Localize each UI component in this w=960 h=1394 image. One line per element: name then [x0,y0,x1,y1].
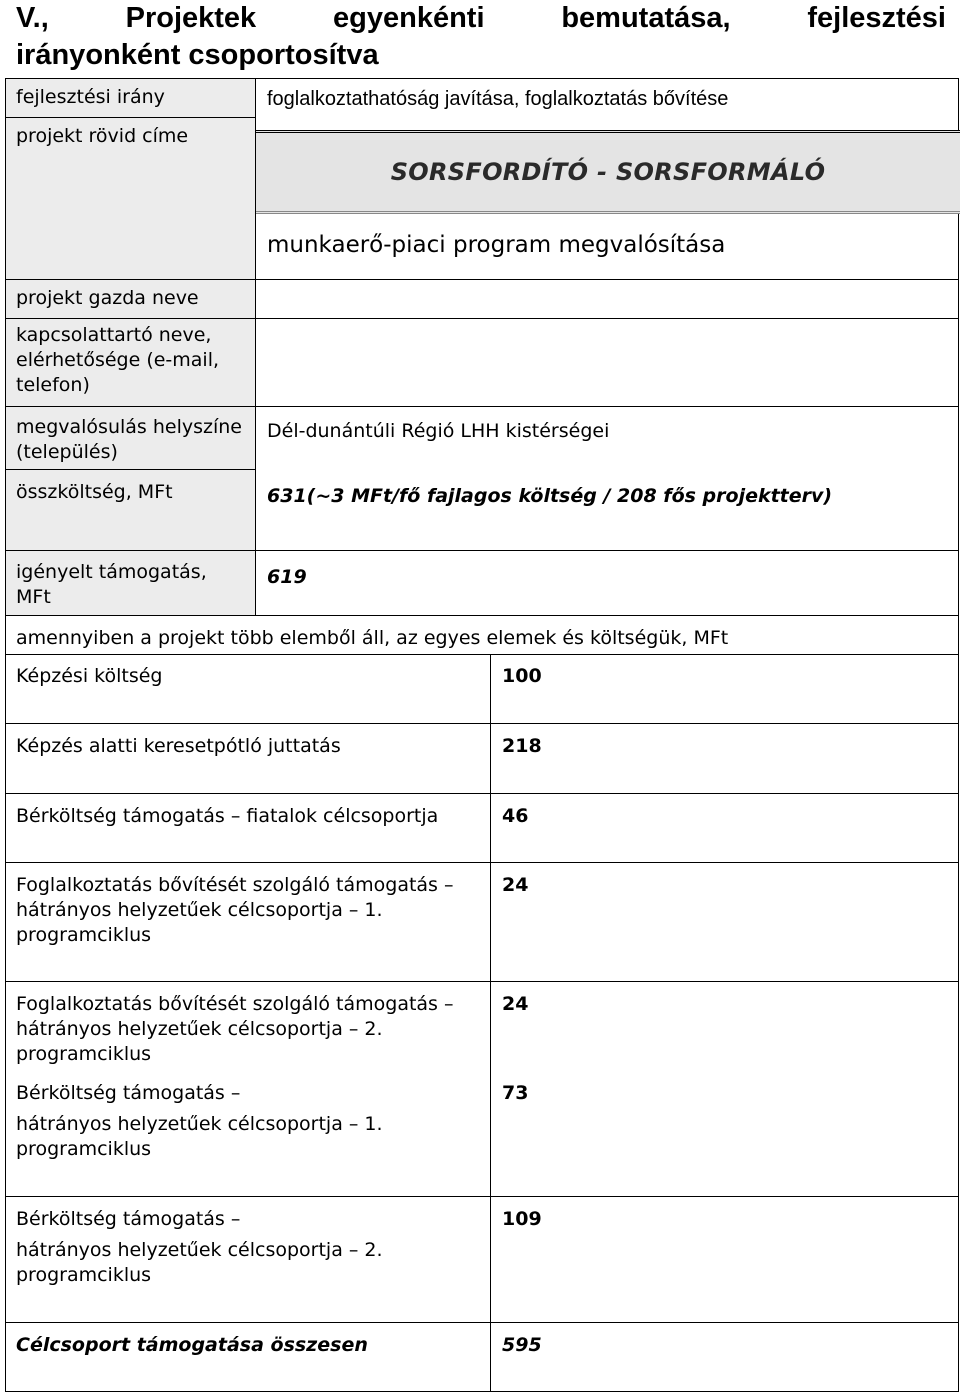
heading-line-2: irányonként csoportosítva [16,39,379,71]
item-value: 218 [502,735,542,757]
label-direction: fejlesztési irány [6,79,256,117]
row-divider [6,654,958,655]
row-divider [6,1196,958,1197]
value-direction: foglalkoztathatóság javítása, foglalkoztatás bővítése [267,88,729,110]
row-divider [6,469,256,470]
item-value: 109 [502,1208,542,1230]
heading-word: egyenkénti [333,2,485,34]
column-divider [255,79,256,615]
row-divider [6,279,958,280]
item-value: 24 [502,993,529,1015]
total-value: 595 [502,1334,542,1356]
heading-word: bemutatása, [561,2,731,34]
row-divider [6,862,958,863]
elements-header: amennyiben a projekt több elemből áll, az egyes elemek és költségük, MFt [16,627,729,649]
section-heading [16,0,946,74]
heading-word: fejlesztési [807,2,946,34]
project-table [5,78,959,1392]
heading-word: V., [16,2,49,34]
row-divider [6,723,958,724]
project-title-banner [256,130,960,214]
row-divider [6,318,958,319]
project-subtitle: munkaerő-piaci program megvalósítása [267,232,726,258]
heading-word: Projektek [125,2,257,34]
label-contact: kapcsolattartó neve, elérhetősége (e-mail, telefon) [6,319,256,406]
item-label-a: Bérköltség támogatás – [16,1208,241,1230]
item-label-b: hátrányos helyzetűek célcsoportja – 2. programciklus [16,1239,383,1286]
item-value: 73 [502,1082,529,1104]
item-label-a: Bérköltség támogatás – [16,1082,241,1104]
item-label: Foglalkoztatás bővítését szolgáló támogatás – hátrányos helyzetűek célcsoportja – 2. programciklus [16,993,454,1065]
column-divider [490,654,491,1392]
item-value: 100 [502,665,542,687]
row-divider [6,117,256,118]
label-short-title: projekt rövid címe [6,118,256,279]
total-label: Célcsoport támogatása összesen [16,1334,368,1356]
value-requested: 619 [267,566,307,588]
label-total-cost: összköltség, MFt [6,470,256,550]
item-value: 24 [502,874,529,896]
item-label: Képzési költség [16,665,163,687]
item-label-b: hátrányos helyzetűek célcsoportja – 1. programciklus [16,1113,383,1160]
row-divider [6,793,958,794]
label-location: megvalósulás helyszíne (település) [6,407,256,469]
item-value: 46 [502,805,529,827]
value-location: Dél-dunántúli Régió LHH kistérségei [267,420,610,442]
project-title: SORSFORDÍTÓ - SORSFORMÁLÓ [390,158,826,186]
value-owner [257,280,957,318]
label-owner: projekt gazda neve [6,280,256,318]
row-divider [6,615,958,616]
row-divider [6,550,958,551]
heading-line-1 [16,0,946,37]
row-divider [6,1322,958,1323]
item-label: Foglalkoztatás bővítését szolgáló támogatás – hátrányos helyzetűek célcsoportja – 1. programciklus [16,874,454,946]
row-divider [6,981,958,982]
label-requested: igényelt támogatás, MFt [6,551,256,615]
row-divider [6,406,958,407]
value-total-cost: 631(~3 MFt/fő fajlagos költség / 208 fős projektterv) [267,485,833,507]
item-label: Képzés alatti keresetpótló juttatás [16,735,341,757]
value-contact [257,319,957,406]
item-label: Bérköltség támogatás – fiatalok célcsoportja [16,805,439,827]
